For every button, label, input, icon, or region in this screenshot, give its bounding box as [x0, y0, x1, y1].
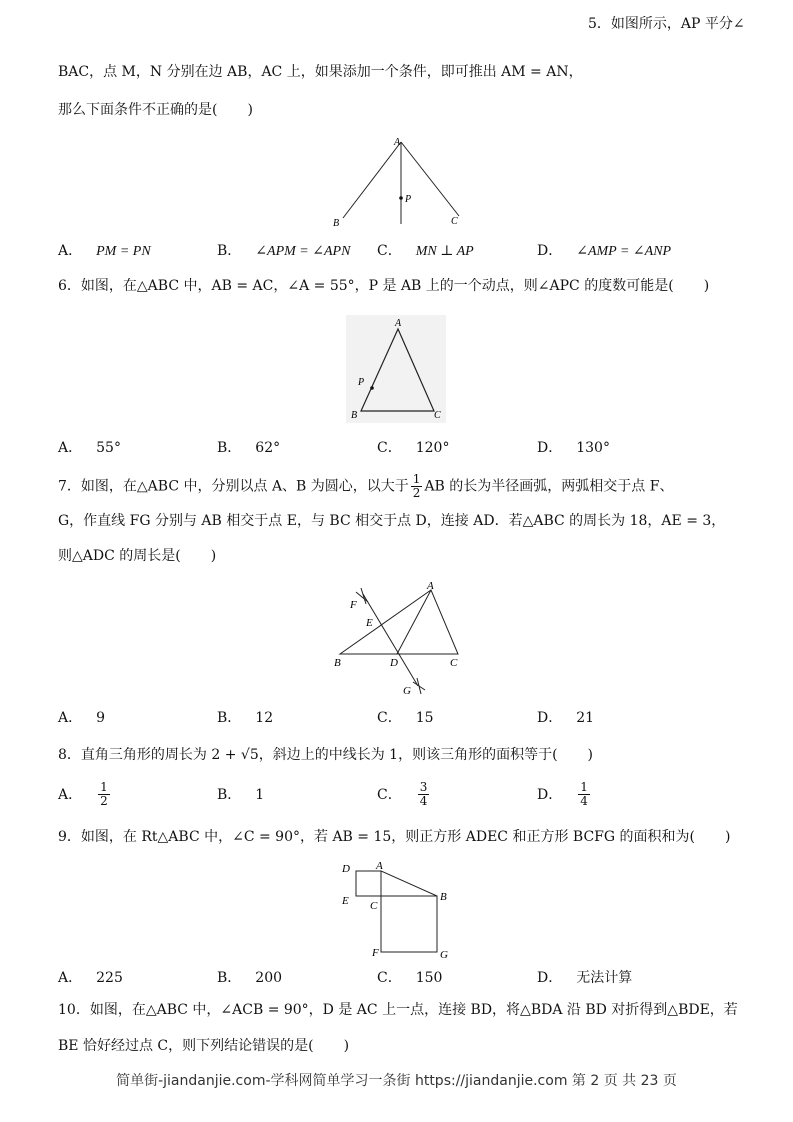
q5-line1: 5．如图所示，AP 平分∠ [588, 16, 745, 32]
q6-label-b: B [351, 410, 358, 421]
q8-option-c: C． $\frac{3}{4}$ [377, 780, 428, 808]
q9-label-b: B [440, 891, 447, 903]
q9-label-a: A [376, 860, 383, 872]
q9-line1: 9．如图，在 Rt△ABC 中，∠C = 90°，若 AB = 15，则正方形 ADEC 和正方形 BCFG 的面积和为( ) [58, 829, 731, 845]
q5-option-a: A． PM = PN [58, 243, 151, 259]
q9-label-f: F [372, 947, 379, 959]
q9-option-b: B． 200 [217, 970, 283, 986]
q6-label-c: C [434, 410, 441, 421]
q9-option-d: D． 无法计算 [537, 970, 633, 986]
q7-figure [328, 578, 468, 700]
q7-label-g: G [403, 685, 411, 697]
q9-option-a: A． 225 [58, 970, 123, 986]
q8-line1: 8．直角三角形的周长为 2 + √5，斜边上的中线长为 1，则该三角形的面积等于( ) [58, 747, 594, 763]
q9-figure [332, 858, 467, 964]
q5-option-c: C． MN ⊥ AP [377, 243, 474, 259]
q5-line3: 那么下面条件不正确的是( ) [58, 102, 253, 118]
q9-label-e: E [342, 895, 349, 907]
q9-label-g: G [440, 949, 448, 961]
q8-option-b: B． 1 [217, 787, 265, 803]
q7-line1: 7．如图，在△ABC 中，分别以点 A、B 为圆心，以大于 $\frac{1}{2}$ AB 的长为半径画弧，两弧相交于点 F、 [58, 472, 674, 500]
q6-option-a: A． 55° [58, 440, 121, 456]
q7-label-e: E [366, 617, 373, 629]
q10-line2: BE 恰好经过点 C，则下列结论错误的是( ) [58, 1038, 350, 1054]
q6-label-p: P [358, 377, 365, 388]
q9-option-c: C． 150 [377, 970, 443, 986]
q5-figure [325, 132, 475, 232]
q6-line1: 6．如图，在△ABC 中，AB = AC，∠A = 55°，P 是 AB 上的一个动点，则∠APC 的度数可能是( ) [58, 278, 710, 294]
q9-label-d: D [342, 863, 350, 875]
q6-option-d: D． 130° [537, 440, 610, 456]
q7-label-a: A [427, 580, 434, 592]
q7-option-c: C． 15 [377, 710, 434, 726]
page-footer: 简单街-jiandanjie.com-学科网简单学习一条街 https://jiandanjie.com 第 2 页 共 23 页 [116, 1073, 677, 1089]
q9-label-c: C [370, 900, 378, 912]
q6-option-b: B． 62° [217, 440, 281, 456]
q7-option-d: D． 21 [537, 710, 595, 726]
q8-option-a: A． $\frac{1}{2}$ [58, 780, 108, 808]
q7-line3: 则△ADC 的周长是( ) [58, 548, 217, 564]
q7-line2: G，作直线 FG 分别与 AB 相交于点 E，与 BC 相交于点 D，连接 AD．若△ABC 的周长为 18，AE = 3， [58, 513, 726, 529]
q5-label-a: A [394, 137, 401, 148]
q5-label-c: C [451, 216, 458, 227]
q7-label-c: C [450, 657, 458, 669]
q7-option-a: A． 9 [58, 710, 106, 726]
q7-option-b: B． 12 [217, 710, 274, 726]
q7-label-b: B [334, 657, 341, 669]
q7-label-d: D [390, 657, 398, 669]
q5-line2: BAC，点 M，N 分别在边 AB，AC 上，如果添加一个条件，即可推出 AM = AN， [58, 64, 583, 80]
q5-label-b: B [333, 218, 340, 229]
q5-label-p: P [405, 194, 412, 205]
q6-option-c: C． 120° [377, 440, 450, 456]
q10-line1: 10．如图，在△ABC 中，∠ACB = 90°，D 是 AC 上一点，连接 BD，将△BDA 沿 BD 对折得到△BDE，若 [58, 1002, 738, 1018]
q8-option-d: D． $\frac{1}{4}$ [537, 780, 588, 808]
q7-label-f: F [350, 599, 357, 611]
q7-fraction: $\frac{1}{2}$ [412, 472, 421, 500]
q6-figure [346, 315, 446, 423]
q5-option-d: D． ∠AMP = ∠ANP [537, 243, 672, 259]
q5-option-b: B． ∠APM = ∠APN [217, 243, 351, 259]
q6-label-a: A [395, 318, 402, 329]
